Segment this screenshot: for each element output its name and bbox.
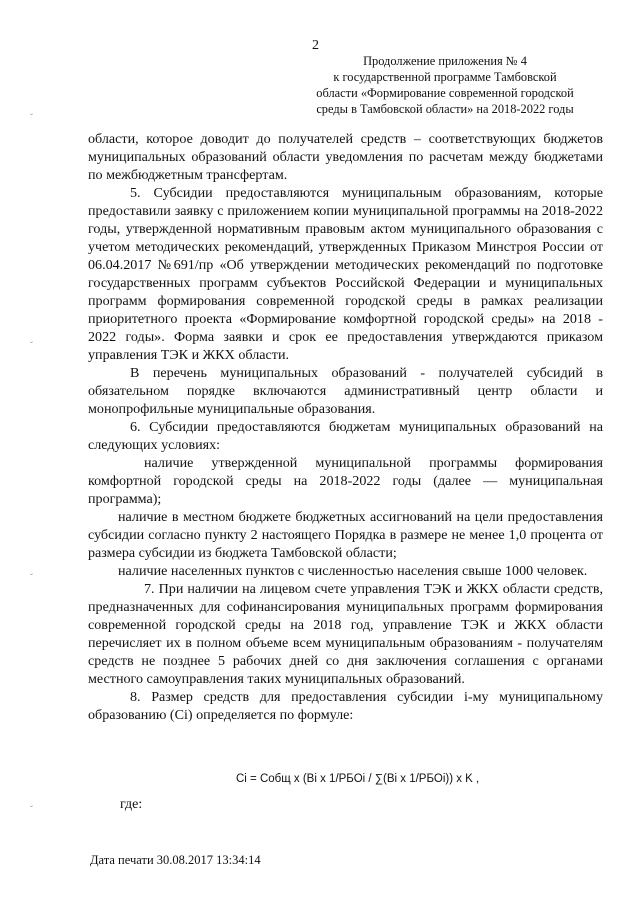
margin-mark: ˇ [30,572,33,582]
paragraph-item-7: 7. При наличии на лицевом счете управления ТЭК и ЖКХ области средств, предназначенных для софинансирования муниципальных программ формирования современной городской среды на 2018 год, управление ТЭК и ЖКХ области перечисляет их в полном объеме всем муниципальным образованиям - получателям средств не позднее 5 рабочих дней со дня заключения соглашения с органами местного самоуправления таких муниципальных образований. [88,581,603,687]
document-body [88,130,603,724]
paragraph-recipients: В перечень муниципальных образований - получателей субсидий в обязательном порядке включаются административный центр области и монопрофильные муниципальные образования. [88,365,603,417]
header-line: области «Формирование современной городской [316,86,574,100]
paragraph-item-5: 5. Субсидии предоставляются муниципальным образованиям, которые предоставили заявку с приложением копии муниципальной программы на 2018-2022 годы, утвержденной нормативным правовым актом муниципального образования с учетом методических рекомендаций, утвержденных Приказом Минстроя России от 06.04.2017 №691/пр «Об утверждении методических рекомендаций по подготовке государственных программ субъектов Российской Федерации и муниципальных программ формирования современной городской среды в рамках реализации приоритетного проекта «Формирование комфортной городской среды» на 2018 - 2022 годы». Форма заявки и срок ее предоставления утверждаются приказом управления ТЭК и ЖКХ области. [88,185,603,363]
margin-mark: ˇ [30,112,33,122]
margin-mark: ˇ [30,804,33,814]
paragraph-item-8: 8. Размер средств для предоставления субсидии i-му муниципальному образованию (Ci) определяется по формуле: [88,689,603,723]
where-label: где: [120,797,143,812]
header-line: к государственной программе Тамбовской [333,70,557,84]
subsidy-formula: Ci = Собщ x (Bi x 1/РБОi / ∑(Bi x 1/РБОi)) x K , [236,773,480,785]
condition-budget: наличие в местном бюджете бюджетных ассигнований на цели предоставления субсидии согласно пункту 2 настоящего Порядка в размере не менее 1,0 процента от размера субсидии из бюджета Тамбовской области; [88,509,603,561]
appendix-header [300,53,590,117]
condition-program: наличие утвержденной муниципальной программы формирования комфортной городской среды на 2018-2022 годы (далее — муниципальная программа); [88,455,603,507]
paragraph-continuation: области, которое доводит до получателей средств – соответствующих бюджетов муниципальных образований области уведомления по расчетам между бюджетами по межбюджетным трансфертам. [88,131,603,183]
page-number: 2 [312,38,319,53]
print-date: Дата печати 30.08.2017 13:34:14 [90,853,261,867]
header-line: среды в Тамбовской области» на 2018-2022 годы [316,102,574,116]
paragraph-item-6: 6. Субсидии предоставляются бюджетам муниципальных образований на следующих условиях: [88,419,603,453]
header-line: Продолжение приложения № 4 [363,54,527,68]
condition-population: наличие населенных пунктов с численностью населения свыше 1000 человек. [118,563,588,579]
margin-mark: ˇ [30,340,33,350]
